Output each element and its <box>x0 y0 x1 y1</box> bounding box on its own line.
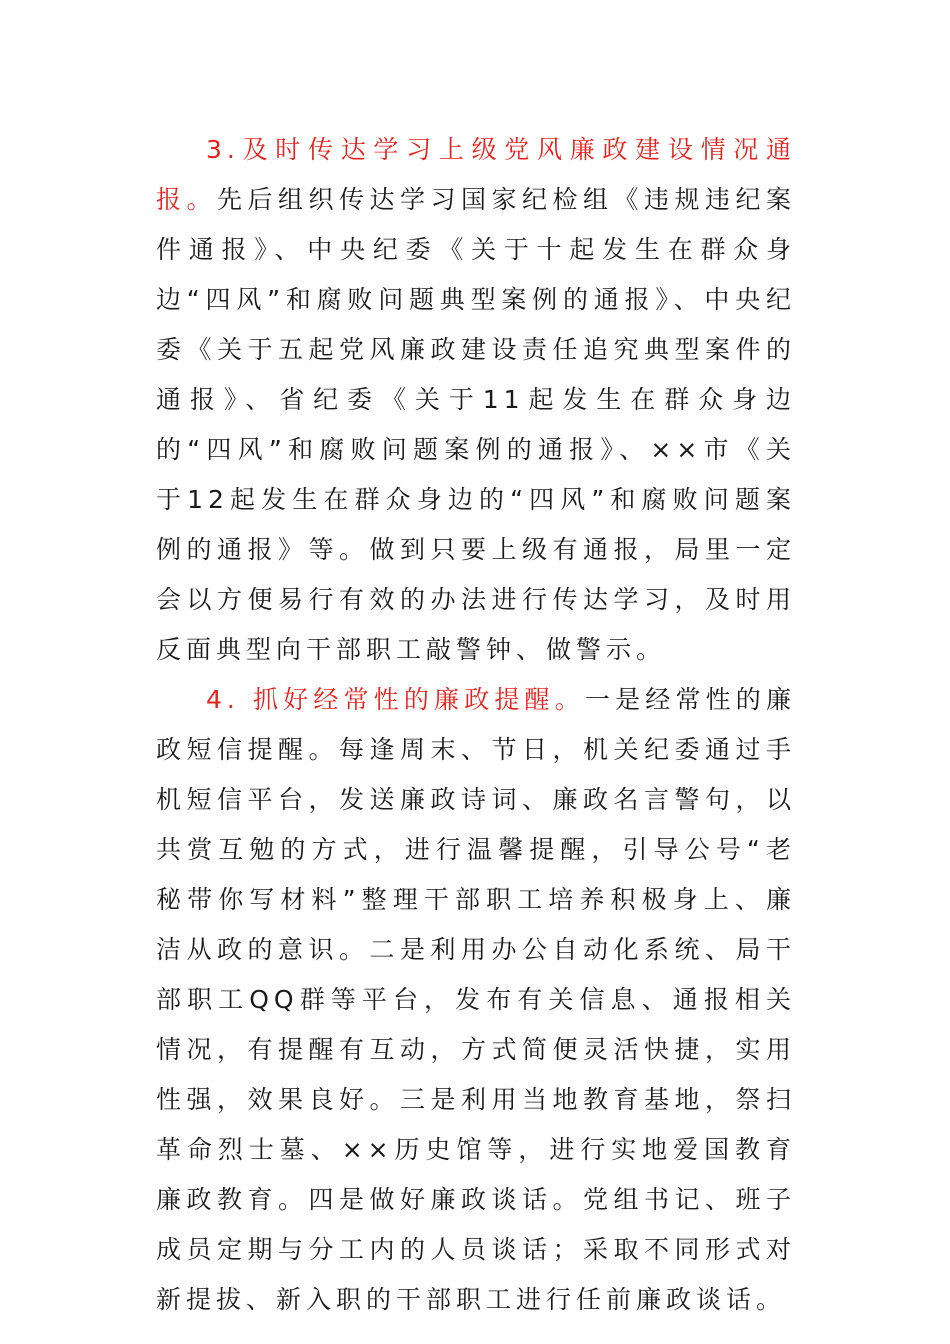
paragraph-4-heading: 4. 抓好经常性的廉政提醒。 <box>206 685 585 714</box>
paragraph-3 <box>156 125 796 675</box>
paragraph-4 <box>156 675 796 1325</box>
paragraph-3-body: 先后组织传达学习国家纪检组《违规违纪案件通报》、中央纪委《关于十起发生在群众身边“四风”和腐败问题典型案例的通报》、中央纪委《关于五起党风廉政建设责任追究典型案件的通报》、省纪委《关于11起发生在群众身边的“四风”和腐败问题案例的通报》、××市《关于12起发生在群众身边的“四风”和腐败问题案例的通报》等。做到只要上级有通报，局里一定会以方便易行有效的办法进行传达学习，及时用反面典型向干部职工敲警钟、做警示。 <box>156 185 796 664</box>
document-body <box>156 125 796 1325</box>
paragraph-3-heading: 3.及时传达学习上级党风廉政建设情况通报。 <box>156 135 796 214</box>
paragraph-4-body: 一是经常性的廉政短信提醒。每逢周末、节日，机关纪委通过手机短信平台，发送廉政诗词、廉政名言警句，以共赏互勉的方式，进行温馨提醒，引导公号“老秘带你写材料”整理干部职工培养积极身上、廉洁从政的意识。二是利用办公自动化系统、局干部职工QQ群等平台，发布有关信息、通报相关情况，有提醒有互动，方式简便灵活快捷，实用性强，效果良好。三是利用当地教育基地，祭扫革命烈士墓、××历史馆等，进行实地爱国教育廉政教育。四是做好廉政谈话。党组书记、班子成员定期与分工内的人员谈话；采取不同形式对新提拔、新入职的干部职工进行任前廉政谈话。 <box>156 685 796 1314</box>
